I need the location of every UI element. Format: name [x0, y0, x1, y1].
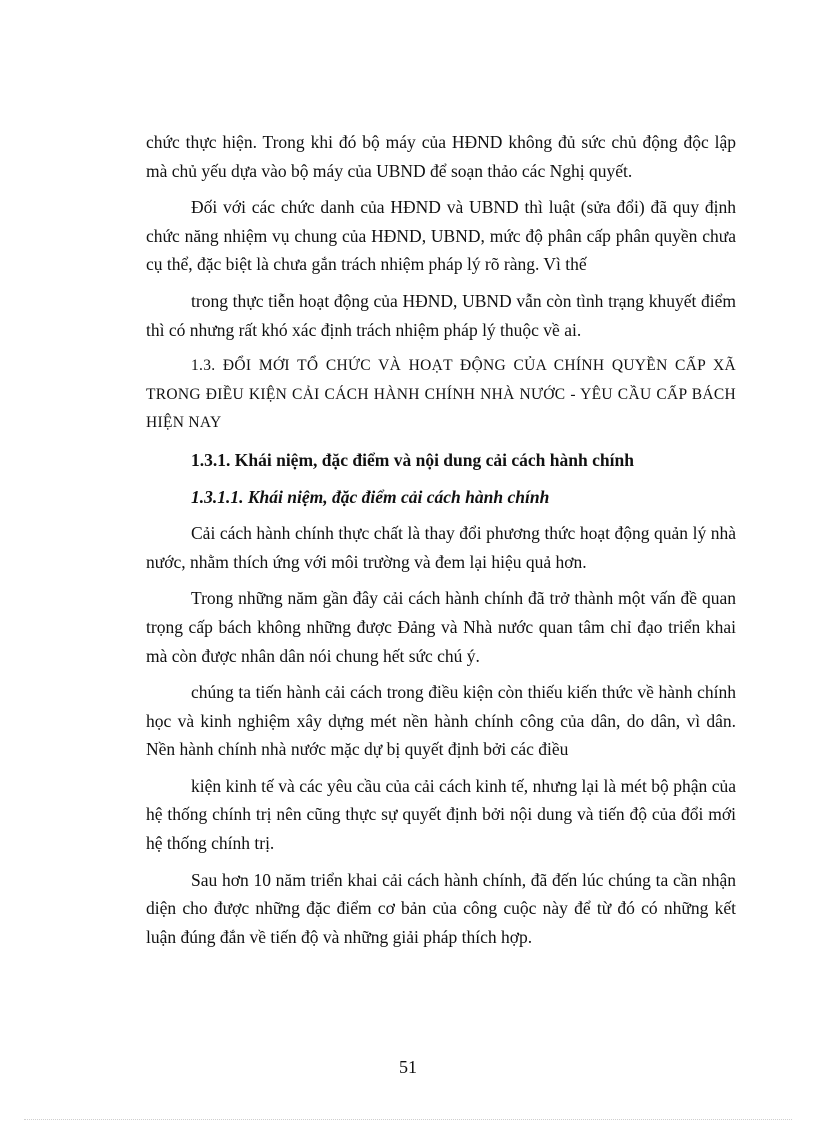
- section-heading: 1.3. ĐỔI MỚI TỔ CHỨC VÀ HOẠT ĐỘNG CỦA CHÍNH QUYỀN CẤP XÃ TRONG ĐIỀU KIỆN CẢI CÁCH HÀNH CHÍNH NHÀ NƯỚC - YÊU CẦU CẤP BÁCH HIỆN NAY: [146, 357, 736, 432]
- subsection-heading: 1.3.1. Khái niệm, đặc điểm và nội dung cải cách hành chính: [191, 449, 634, 470]
- page-number: 51: [399, 1057, 417, 1077]
- paragraph: chúng ta tiến hành cải cách trong điều kiện còn thiếu kiến thức về hành chính học và kinh nghiệm xây dựng mét nền hành chính công của dân, do dân, vì dân. Nền hành chính nhà nước mặc dự bị quyết định bởi các điều: [146, 682, 736, 760]
- paragraph: Đối với các chức danh của HĐND và UBND thì luật (sửa đổi) đã quy định chức năng nhiệm vụ chung của HĐND, UBND, mức độ phân cấp phân quyền chưa cụ thể, đặc biệt là chưa gắn trách nhiệm pháp lý rõ ràng. Vì thế: [146, 197, 736, 275]
- paragraph: Cải cách hành chính thực chất là thay đổi phương thức hoạt động quản lý nhà nước, nhằm thích ứng với môi trường và đem lại hiệu quả hơn.: [146, 523, 736, 572]
- paragraph: trong thực tiễn hoạt động của HĐND, UBND vẫn còn tình trạng khuyết điểm thì có nhưng rất khó xác định trách nhiệm pháp lý thuộc về ai.: [146, 290, 736, 340]
- page-content: [146, 128, 736, 959]
- subsubsection-heading: 1.3.1.1. Khái niệm, đặc điểm cải cách hành chính: [191, 486, 550, 507]
- paragraph: kiện kinh tế và các yêu cầu của cải cách kinh tế, nhưng lại là mét bộ phận của hệ thống chính trị nên cũng thực sự quyết định bởi nội dung và tiến độ của đổi mới hệ thống chính trị.: [146, 775, 736, 854]
- paragraph-continuation: chức thực hiện. Trong khi đó bộ máy của HĐND không đủ sức chủ động độc lập mà chủ yếu dựa vào bộ máy của UBND để soạn thảo các Nghị quyết.: [146, 132, 736, 181]
- page-bottom-divider: [24, 1119, 792, 1120]
- paragraph: Sau hơn 10 năm triển khai cải cách hành chính, đã đến lúc chúng ta cần nhận diện cho được những đặc điểm cơ bản của công cuộc này để từ đó có những kết luận đúng đắn về tiến độ và những giải pháp thích hợp.: [146, 869, 736, 947]
- paragraph: Trong những năm gần đây cải cách hành chính đã trở thành một vấn đề quan trọng cấp bách không những được Đảng và Nhà nước quan tâm chỉ đạo triển khai mà còn được nhân dân nói chung hết sức chú ý.: [146, 588, 736, 666]
